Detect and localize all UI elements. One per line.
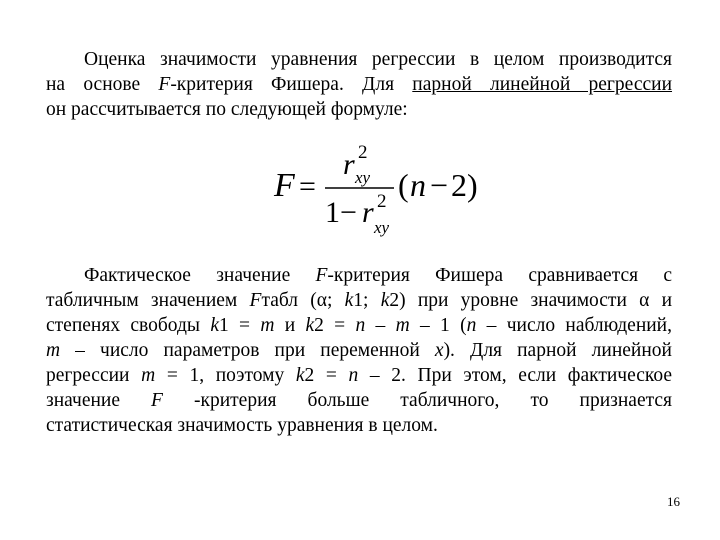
body-line-3-e: – bbox=[365, 315, 396, 336]
body-line-2-b: табл (α; bbox=[261, 290, 345, 311]
body-line-4-b: ). Для парной линейной bbox=[443, 340, 672, 361]
numerator-superscript: 2 bbox=[358, 142, 368, 163]
intro-line-1-text: Оценка значимости уравнения регрессии в целом производится bbox=[84, 49, 672, 70]
formula-two: 2 bbox=[451, 167, 467, 203]
var-m: m bbox=[46, 340, 61, 361]
var-k: k bbox=[344, 290, 354, 311]
body-line-3-g: – число наблюдений, bbox=[476, 315, 672, 336]
var-m: m bbox=[395, 315, 410, 336]
intro-line-3 bbox=[46, 97, 672, 122]
var-F: F bbox=[158, 74, 171, 95]
body-line-1-b: -критерия Фишера сравнивается с bbox=[327, 265, 673, 286]
var-n: n bbox=[348, 365, 359, 386]
body-line-6-b: -критерия больше табличного, то признается bbox=[162, 390, 672, 411]
body-line-1-a: Фактическое значение bbox=[84, 265, 291, 286]
intro-line-2-text-b: -критерия Фишера. Для bbox=[170, 74, 395, 95]
paren-close: ) bbox=[467, 167, 478, 203]
body-line-4-a: – число параметров при переменной bbox=[60, 340, 435, 361]
body-line-3-c: и bbox=[274, 315, 306, 336]
numerator-r: r bbox=[343, 148, 355, 181]
numerator-subscript: xy bbox=[355, 168, 371, 187]
intro-line-3-text: он рассчитывается по следующей формуле: bbox=[46, 99, 408, 120]
body-line-2 bbox=[46, 288, 672, 313]
denominator-subscript: xy bbox=[374, 218, 390, 237]
denominator-r: r bbox=[362, 196, 374, 229]
body-line-4 bbox=[46, 338, 672, 363]
body-line-6 bbox=[46, 388, 672, 413]
var-F: F bbox=[151, 390, 163, 411]
var-F: F bbox=[249, 290, 262, 311]
body-line-5-d: – 2. При этом, если фактическое bbox=[358, 365, 673, 386]
body-line-5-a: регрессии bbox=[46, 365, 142, 386]
body-line-3-a: степенях свободы bbox=[46, 315, 211, 336]
underlined-phrase: парной линейной регрессии bbox=[412, 74, 673, 95]
body-line-5-b: = 1, поэтому bbox=[155, 365, 296, 386]
body-line-3 bbox=[46, 313, 672, 338]
var-m: m bbox=[260, 315, 275, 336]
var-k: k bbox=[380, 290, 390, 311]
formula-equals: = bbox=[299, 170, 316, 203]
var-x: x bbox=[434, 340, 444, 361]
var-F: F bbox=[315, 265, 328, 286]
body-line-1 bbox=[46, 263, 672, 288]
var-m: m bbox=[141, 365, 156, 386]
formula-minus: − bbox=[430, 167, 449, 203]
var-k: k bbox=[305, 315, 315, 336]
body-line-6-a: значение bbox=[46, 390, 152, 411]
body-line-5 bbox=[46, 363, 672, 388]
denominator-minus: − bbox=[340, 196, 357, 229]
body-line-7-text: статистическая значимость уравнения в целом. bbox=[46, 415, 438, 436]
body-line-2-d: 2) при уровне значимости α и bbox=[389, 290, 673, 311]
paren-open: ( bbox=[398, 167, 409, 203]
intro-line-1 bbox=[46, 47, 672, 72]
intro-line-2-text-a: на основе bbox=[46, 74, 141, 95]
formula-lhs: F bbox=[274, 167, 295, 204]
paragraph-intro bbox=[46, 47, 672, 122]
body-line-3-d: 2 = bbox=[314, 315, 356, 336]
body-line-5-c: 2 = bbox=[304, 365, 349, 386]
body-line-7 bbox=[46, 413, 672, 438]
body-line-3-b: 1 = bbox=[218, 315, 261, 336]
var-k: k bbox=[295, 365, 305, 386]
denominator-superscript: 2 bbox=[377, 191, 387, 212]
paragraph-fisher-comparison bbox=[46, 263, 672, 438]
page-number: 16 bbox=[667, 494, 680, 509]
var-n: n bbox=[355, 315, 366, 336]
body-line-2-c: 1; bbox=[353, 290, 381, 311]
body-line-3-f: – 1 ( bbox=[409, 315, 467, 336]
formula-n: n bbox=[410, 167, 426, 203]
fisher-formula bbox=[0, 140, 720, 240]
body-line-2-a: табличным значением bbox=[46, 290, 238, 311]
intro-line-2 bbox=[46, 72, 672, 97]
denominator-one: 1 bbox=[325, 196, 340, 229]
var-n: n bbox=[466, 315, 477, 336]
var-k: k bbox=[210, 315, 219, 336]
